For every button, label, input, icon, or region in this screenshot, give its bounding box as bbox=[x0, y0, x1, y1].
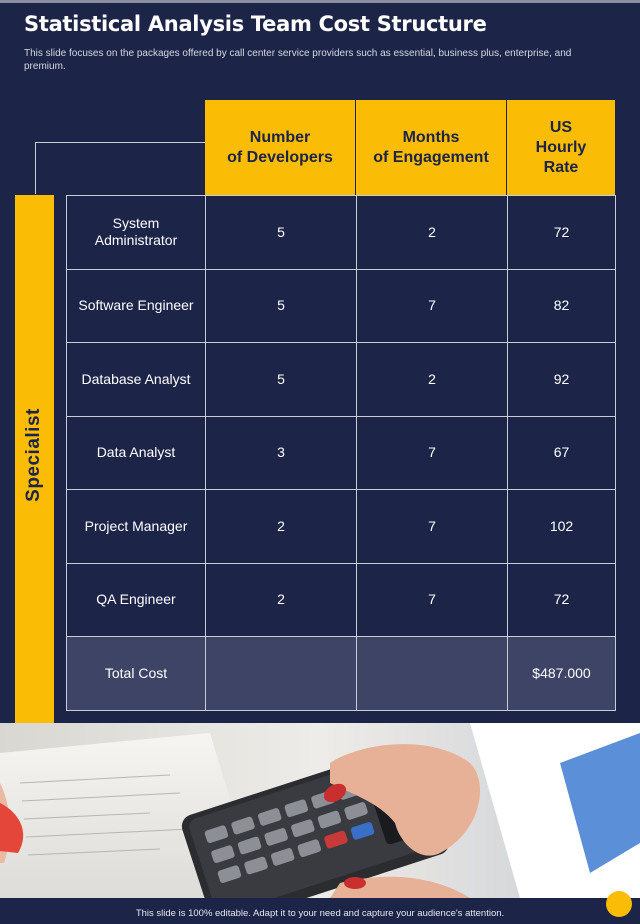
months-cell: 7 bbox=[357, 563, 508, 637]
developers-cell: 5 bbox=[206, 269, 357, 343]
rate-cell: 82 bbox=[508, 269, 616, 343]
total-row bbox=[67, 637, 616, 711]
developers-cell: 2 bbox=[206, 563, 357, 637]
table-row bbox=[67, 269, 616, 343]
role-cell: Database Analyst bbox=[67, 343, 206, 417]
months-cell: 2 bbox=[357, 343, 508, 417]
header-rate-label: US Hourly Rate bbox=[535, 118, 587, 176]
total-developers-cell bbox=[206, 637, 357, 711]
specialist-label: Specialist bbox=[23, 408, 44, 502]
rate-cell: 72 bbox=[508, 196, 616, 270]
role-cell: Data Analyst bbox=[67, 416, 206, 490]
header-months bbox=[356, 100, 507, 195]
page-subtitle: This slide focuses on the packages offered by call center service providers such as essential, business plus, enterprise, and premium. bbox=[24, 48, 572, 72]
calculator-photo-illustration bbox=[0, 723, 640, 898]
months-cell: 7 bbox=[357, 490, 508, 564]
table-row bbox=[67, 490, 616, 564]
rate-cell: 67 bbox=[508, 416, 616, 490]
table-row bbox=[67, 343, 616, 417]
months-cell: 2 bbox=[357, 196, 508, 270]
developers-cell: 2 bbox=[206, 490, 357, 564]
months-cell: 7 bbox=[357, 269, 508, 343]
top-rule bbox=[0, 0, 640, 3]
total-months-cell bbox=[357, 637, 508, 711]
rate-cell: 72 bbox=[508, 563, 616, 637]
cost-table bbox=[66, 195, 616, 711]
page-title: Statistical Analysis Team Cost Structure bbox=[24, 12, 487, 36]
table-row bbox=[67, 416, 616, 490]
months-cell: 7 bbox=[357, 416, 508, 490]
header-developers-label: Number of Developers bbox=[227, 128, 333, 166]
bracket-line-vertical bbox=[35, 142, 36, 194]
footer-note: This slide is 100% editable. Adapt it to your need and capture your audience's attention. bbox=[135, 908, 505, 919]
developers-cell: 3 bbox=[206, 416, 357, 490]
rate-cell: 92 bbox=[508, 343, 616, 417]
total-label-cell: Total Cost bbox=[67, 637, 206, 711]
role-cell: QA Engineer bbox=[67, 563, 206, 637]
role-cell: Project Manager bbox=[67, 490, 206, 564]
role-cell: System Administrator bbox=[67, 196, 206, 270]
header-rate bbox=[507, 100, 615, 195]
developers-cell: 5 bbox=[206, 196, 357, 270]
header-months-label: Months of Engagement bbox=[373, 128, 489, 166]
total-rate-cell: $487.000 bbox=[508, 637, 616, 711]
role-cell: Software Engineer bbox=[67, 269, 206, 343]
calculator-photo bbox=[0, 723, 640, 898]
developers-cell: 5 bbox=[206, 343, 357, 417]
table-row bbox=[67, 196, 616, 270]
corner-dot-decoration bbox=[606, 891, 632, 917]
header-developers bbox=[205, 100, 356, 195]
rate-cell: 102 bbox=[508, 490, 616, 564]
bracket-line-horizontal bbox=[35, 142, 205, 143]
table-row bbox=[67, 563, 616, 637]
